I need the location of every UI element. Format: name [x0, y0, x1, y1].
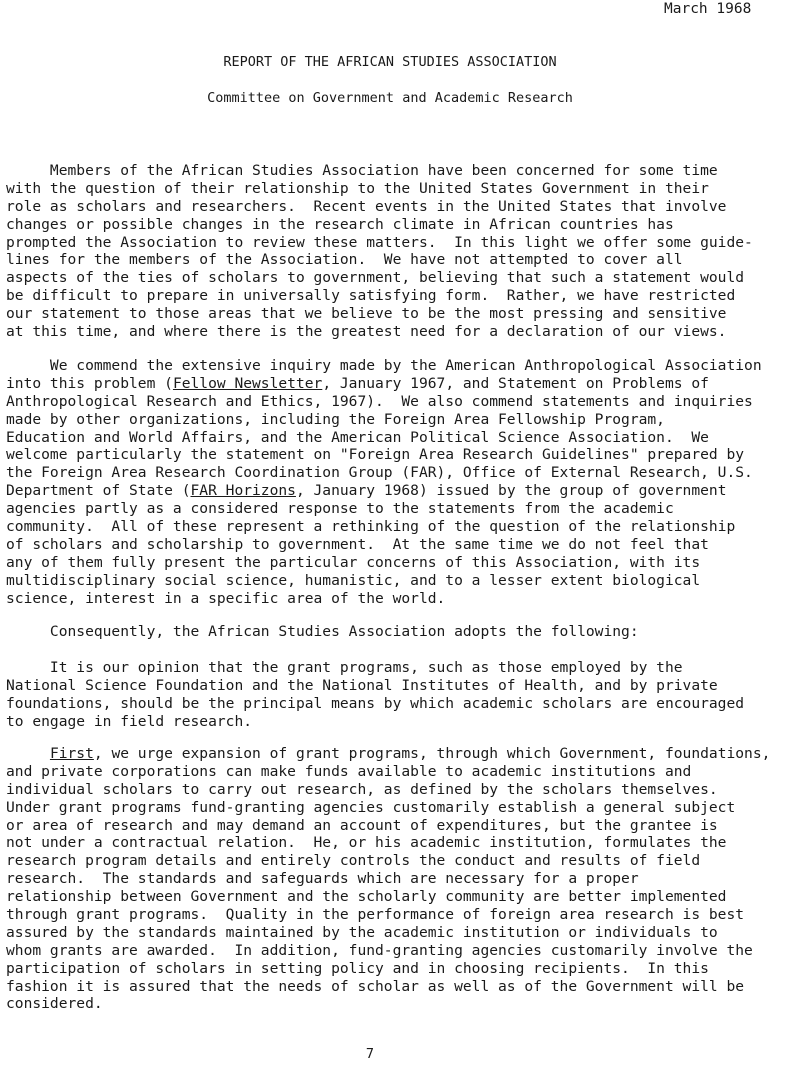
paragraph-2 — [6, 357, 796, 607]
text-line: It is our opinion that the grant programs, such as those employed by the — [6, 659, 683, 676]
text-segment: , January 1967, and Statement on Problems of — [322, 374, 709, 392]
text-segment: , we urge expansion of grant programs, through which Government, foundations, — [93, 745, 771, 762]
text-line — [6, 482, 796, 500]
text-line: research. The standards and safeguards which are necessary for a proper — [6, 870, 639, 888]
text-line: individual scholars to carry out research, as defined by the scholars themselves. — [6, 780, 718, 798]
text-line: considered. — [6, 995, 103, 1013]
text-line: Education and World Affairs, and the American Political Science Association. We — [6, 428, 709, 446]
text-line: research program details and entirely controls the conduct and results of field — [6, 852, 701, 870]
document-title: REPORT OF THE AFRICAN STUDIES ASSOCIATION — [223, 54, 557, 70]
text-line: aspects of the ties of scholars to government, believing that such a statement would — [6, 269, 745, 287]
text-line: or area of research and may demand an account of expenditures, but the grantee is — [6, 816, 718, 834]
text-line: lines for the members of the Association. We have not attempted to cover all — [6, 251, 683, 269]
text-line: with the question of their relationship to the United States Government in their — [6, 179, 709, 197]
text-line: assured by the standards maintained by the academic institution or individuals to — [6, 923, 718, 941]
text-line: National Science Foundation and the National Institutes of Health, and by private — [6, 676, 718, 694]
text-line: community. All of these represent a rethinking of the question of the relationship — [6, 518, 736, 536]
text-line: not under a contractual relation. He, or his academic institution, formulates the — [6, 834, 727, 852]
text-line: to engage in field research. — [6, 712, 253, 730]
underlined-first: First — [49, 745, 94, 762]
text-segment: into this problem ( — [6, 374, 173, 392]
paragraph-1 — [6, 162, 796, 341]
text-line: at this time, and where there is the greatest need for a declaration of our views. — [6, 323, 727, 341]
text-line: the Foreign Area Research Coordination Group (FAR), Office of External Research, U.S. — [6, 464, 753, 482]
text-line: welcome particularly the statement on "Foreign Area Research Guidelines" prepared by — [6, 446, 745, 464]
page-number: 7 — [365, 1046, 375, 1062]
text-line: foundations, should be the principal means by which academic scholars are encouraged — [6, 694, 745, 712]
text-line: Members of the African Studies Association have been concerned for some time — [6, 162, 718, 179]
text-line: made by other organizations, including the Foreign Area Fellowship Program, — [6, 410, 665, 428]
text-line: and private corporations can make funds available to academic institutions and — [6, 762, 692, 780]
text-line: role as scholars and researchers. Recent events in the United States that involve — [6, 197, 727, 215]
text-line: science, interest in a specific area of the world. — [6, 589, 446, 607]
text-line: any of them fully present the particular concerns of this Association, with its — [6, 553, 701, 571]
paragraph-3 — [6, 623, 796, 641]
text-line: changes or possible changes in the research climate in African countries has — [6, 215, 674, 233]
text-line: We commend the extensive inquiry made by the American Anthropological Association — [6, 357, 762, 374]
text-line: agencies partly as a considered response to the statements from the academic — [6, 500, 674, 518]
paragraph-4 — [6, 659, 796, 731]
text-line: whom grants are awarded. In addition, fund-granting agencies customarily involve the — [6, 941, 753, 959]
text-line — [6, 375, 796, 393]
text-segment — [6, 745, 50, 762]
text-line: fashion it is assured that the needs of scholar as well as of the Government will be — [6, 977, 745, 995]
text-line: relationship between Government and the scholarly community are better implemented — [6, 888, 727, 906]
text-line: of scholars and scholarship to government. At the same time we do not feel that — [6, 535, 709, 553]
text-line: Anthropological Research and Ethics, 1967). We also commend statements and inquiries — [6, 392, 753, 410]
text-segment: Department of State ( — [6, 482, 191, 500]
text-line — [6, 745, 796, 763]
text-line: be difficult to prepare in universally satisfying form. Rather, we have restricted — [6, 287, 736, 305]
underlined-publication-title: FAR Horizons — [190, 482, 296, 500]
text-line: Consequently, the African Studies Association adopts the following: — [6, 623, 639, 640]
document-subtitle: Committee on Government and Academic Research — [207, 90, 573, 106]
text-segment: , January 1968) issued by the group of government — [295, 482, 727, 500]
text-line: participation of scholars in setting policy and in choosing recipients. In this — [6, 959, 709, 977]
text-line: our statement to those areas that we believe to be the most pressing and sensitive — [6, 305, 727, 323]
document-date: March 1968 — [664, 1, 752, 17]
text-line: prompted the Association to review these matters. In this light we offer some guide- — [6, 233, 753, 251]
underlined-publication-title: Fellow Newsletter — [172, 374, 323, 392]
text-line: Under grant programs fund-granting agencies customarily establish a general subject — [6, 798, 736, 816]
paragraph-5 — [6, 745, 796, 1013]
text-line: multidisciplinary social science, humanistic, and to a lesser extent biological — [6, 571, 701, 589]
text-line: through grant programs. Quality in the performance of foreign area research is best — [6, 906, 745, 924]
